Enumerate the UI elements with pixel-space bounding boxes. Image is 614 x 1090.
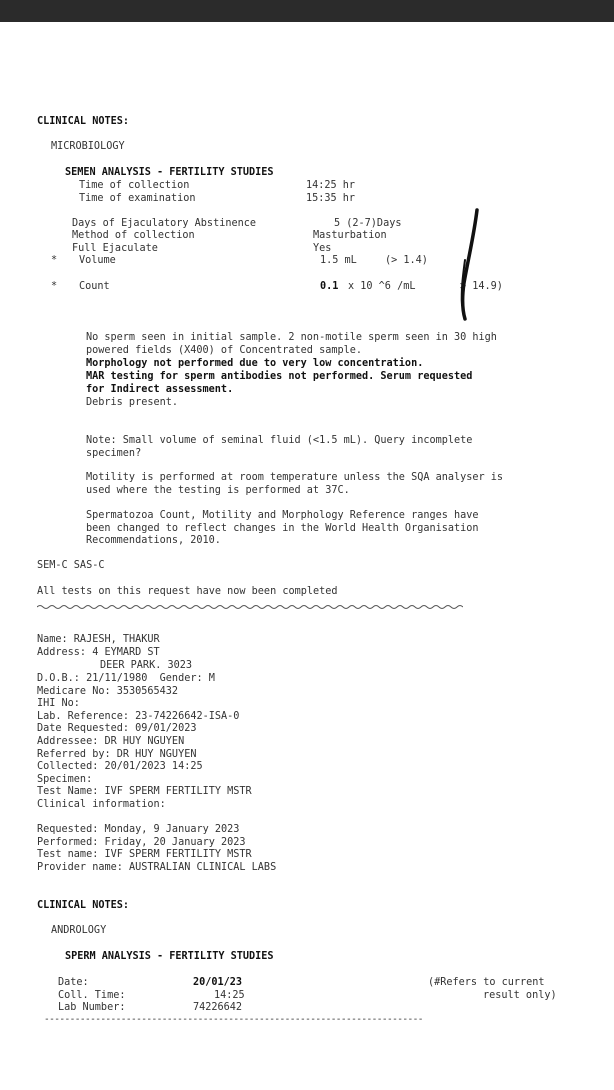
lab-reference: Lab. Reference: 23-74226642-ISA-0 xyxy=(37,711,240,722)
volume-flag: * xyxy=(51,255,58,266)
count-unit: x 10 ^6 /mL xyxy=(348,281,416,292)
date-requested: Date Requested: 09/01/2023 xyxy=(37,723,197,734)
medicare-number: Medicare No: 3530565432 xyxy=(37,686,179,697)
morphology-note: Morphology not performed due to very low concentration. xyxy=(86,358,424,369)
reference-note-line-1: Spermatozoa Count, Motility and Morphology Reference ranges have xyxy=(86,510,479,521)
indirect-assessment-note: for Indirect assessment. xyxy=(86,384,234,395)
request-test-name: Test name: IVF SPERM FERTILITY MSTR xyxy=(37,849,252,860)
date-label: Date: xyxy=(58,977,89,988)
motility-note-line-2: used where the testing is performed at 37C. xyxy=(86,485,350,496)
completion-status: All tests on this request have now been completed xyxy=(37,586,338,597)
abstinence-value: 5 (2-7)Days xyxy=(334,218,402,229)
patient-name: Name: RAJESH, THAKUR xyxy=(37,634,160,645)
test-name: Test Name: IVF SPERM FERTILITY MSTR xyxy=(37,786,252,797)
motility-note-line-1: Motility is performed at room temperature unless the SQA analyser is xyxy=(86,472,504,483)
volume-value: 1.5 mL xyxy=(320,255,357,266)
volume-label: Volume xyxy=(79,255,116,266)
comment-line-1: No sperm seen in initial sample. 2 non-motile sperm seen in 30 high xyxy=(86,332,497,343)
semen-analysis-title: SEMEN ANALYSIS - FERTILITY STUDIES xyxy=(65,167,274,178)
sperm-analysis-title: SPERM ANALYSIS - FERTILITY STUDIES xyxy=(65,951,274,962)
volume-note-line-1: Note: Small volume of seminal fluid (<1.5 mL). Query incomplete xyxy=(86,435,473,446)
clinical-information: Clinical information: xyxy=(37,799,166,810)
top-bar xyxy=(0,0,614,22)
performed-date: Performed: Friday, 20 January 2023 xyxy=(37,837,246,848)
count-label: Count xyxy=(79,281,110,292)
abstinence-label: Days of Ejaculatory Abstinence xyxy=(72,218,257,229)
count-flag: * xyxy=(51,281,58,292)
debris-note: Debris present. xyxy=(86,397,179,408)
method-label: Method of collection xyxy=(72,230,195,241)
pen-mark-scribble xyxy=(450,205,490,325)
andrology-label: ANDROLOGY xyxy=(51,925,107,936)
tilde-separator xyxy=(37,603,463,611)
department-label: MICROBIOLOGY xyxy=(51,141,125,152)
clinical-notes-heading: CLINICAL NOTES: xyxy=(37,116,130,127)
mar-testing-note: MAR testing for sperm antibodies not performed. Serum requested xyxy=(86,371,473,382)
refers-note-line-2: result only) xyxy=(483,990,557,1001)
date-value: 20/01/23 xyxy=(193,977,243,988)
volume-reference: (> 1.4) xyxy=(385,255,428,266)
dash-separator: -------------------------------------------------------------------------- xyxy=(44,1014,423,1025)
coll-time-value: 14:25 xyxy=(214,990,245,1001)
addressee: Addressee: DR HUY NGUYEN xyxy=(37,736,185,747)
patient-address-1: Address: 4 EYMARD ST xyxy=(37,647,160,658)
reference-note-line-2: been changed to reflect changes in the World Health Organisation xyxy=(86,523,479,534)
full-ejaculate-value: Yes xyxy=(313,243,332,254)
full-ejaculate-label: Full Ejaculate xyxy=(72,243,158,254)
collected-date: Collected: 20/01/2023 14:25 xyxy=(37,761,203,772)
requested-date: Requested: Monday, 9 January 2023 xyxy=(37,824,240,835)
clinical-notes-heading-2: CLINICAL NOTES: xyxy=(37,900,130,911)
specimen: Specimen: xyxy=(37,774,93,785)
referred-by: Referred by: DR HUY NGUYEN xyxy=(37,749,197,760)
patient-address-2: DEER PARK. 3023 xyxy=(100,660,193,671)
provider-name: Provider name: AUSTRALIAN CLINICAL LABS xyxy=(37,862,277,873)
collection-label: Time of collection xyxy=(79,180,190,191)
lab-number-value: 74226642 xyxy=(193,1002,243,1013)
examination-label: Time of examination xyxy=(79,193,196,204)
volume-note-line-2: specimen? xyxy=(86,448,142,459)
collection-value: 14:25 hr xyxy=(306,180,356,191)
reference-note-line-3: Recommendations, 2010. xyxy=(86,535,221,546)
comment-line-2: powered fields (X400) of Concentrated sample. xyxy=(86,345,363,356)
count-value: 0.1 xyxy=(320,281,339,292)
ihi-number: IHI No: xyxy=(37,698,80,709)
test-codes: SEM-C SAS-C xyxy=(37,560,105,571)
coll-time-label: Coll. Time: xyxy=(58,990,126,1001)
refers-note-line-1: (#Refers to current xyxy=(428,977,545,988)
count-reference: > 14.9) xyxy=(460,281,503,292)
method-value: Masturbation xyxy=(313,230,387,241)
examination-value: 15:35 hr xyxy=(306,193,356,204)
lab-number-label: Lab Number: xyxy=(58,1002,126,1013)
patient-dob: D.O.B.: 21/11/1980 Gender: M xyxy=(37,673,215,684)
